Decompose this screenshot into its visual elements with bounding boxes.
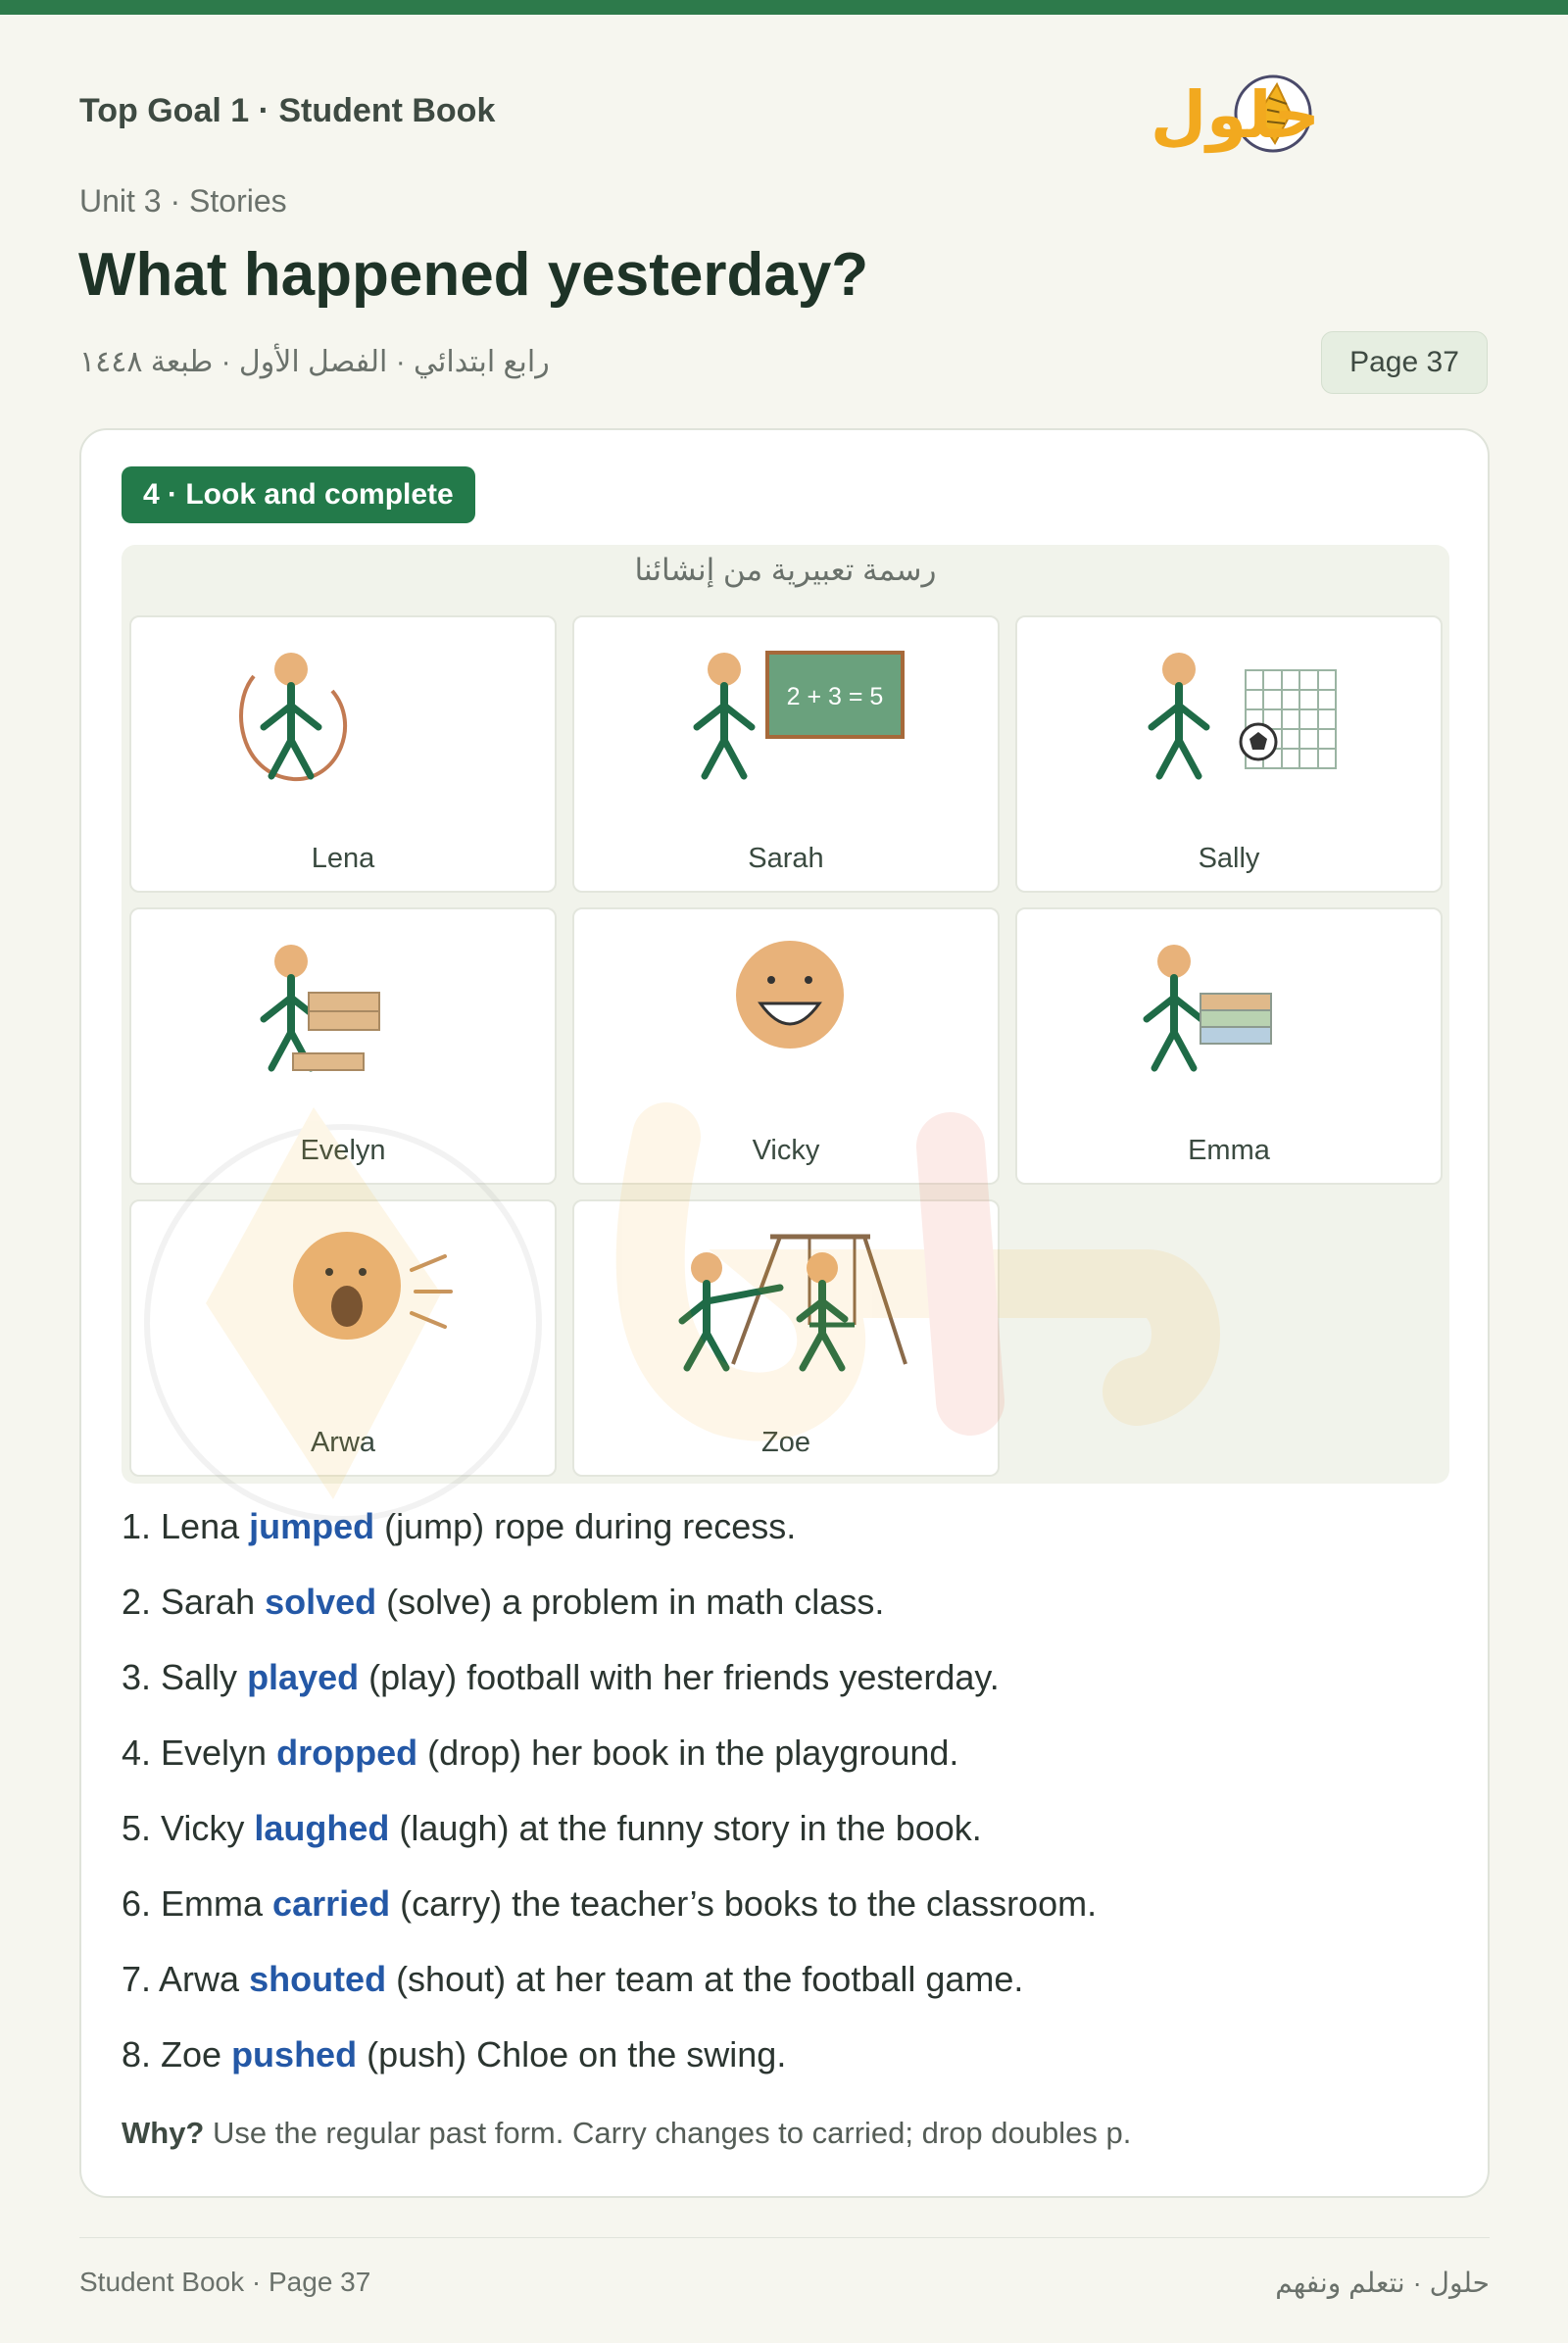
tile-name: Sally: [1198, 843, 1260, 874]
tile-name: Emma: [1188, 1135, 1270, 1166]
logo-text: حلول: [1150, 77, 1320, 153]
tile-sarah: [572, 615, 1000, 893]
footer-brand: حلول · نتعلم ونفهم: [1275, 2268, 1490, 2298]
sentence-2: 2. Sarah solved (solve) a problem in math class.: [122, 1581, 885, 1622]
grade-meta: رابع ابتدائي · الفصل الأول · طبعة ١٤٤٨: [79, 346, 550, 378]
why-label: Why?: [122, 2116, 205, 2150]
answer-word: played: [247, 1656, 360, 1697]
sentence-1: 1. Lena jumped (jump) rope during recess.: [122, 1505, 797, 1546]
answer-word: dropped: [276, 1732, 418, 1773]
why-note: [122, 2116, 1131, 2151]
tile-name: Vicky: [752, 1135, 820, 1166]
sentence-6: 6. Emma carried (carry) the teacher’s books to the classroom.: [122, 1882, 1098, 1924]
tile-zoe: [572, 1199, 1000, 1477]
sentence-3: 3. Sally played (play) football with her friends yesterday.: [122, 1656, 1000, 1697]
answer-word: jumped: [249, 1505, 375, 1546]
footer-divider: [79, 2237, 1490, 2238]
illustration-panel: [122, 545, 1449, 1484]
answer-word: pushed: [231, 2033, 358, 2075]
sentence-7: 7. Arwa shouted (shout) at her team at the football game.: [122, 1958, 1024, 1999]
tile-emma: [1015, 907, 1443, 1185]
sentence-5: 5. Vicky laughed (laugh) at the funny story in the book.: [122, 1807, 982, 1848]
tile-name: Lena: [311, 843, 375, 874]
tile-vicky: [572, 907, 1000, 1185]
lesson-title: What happened yesterday?: [78, 241, 869, 309]
tile-name: Zoe: [761, 1427, 810, 1458]
answer-word: carried: [272, 1882, 391, 1924]
tile-name: Arwa: [310, 1427, 376, 1458]
tile-evelyn: [129, 907, 557, 1185]
answer-word: shouted: [249, 1958, 387, 1999]
footer-page-label: Student Book · Page 37: [79, 2267, 371, 2297]
sentence-list: [122, 1489, 1454, 2092]
tile-name: Sarah: [748, 843, 824, 874]
answer-word: laughed: [254, 1807, 390, 1848]
illustration-caption: رسمة تعبيرية من إنشائنا: [634, 553, 937, 587]
tile-lena: [129, 615, 557, 893]
exercise-label: 4 · Look and complete: [122, 466, 475, 523]
why-text: Use the regular past form. Carry changes to carried; drop doubles p.: [204, 2116, 1132, 2150]
answer-word: solved: [265, 1581, 377, 1622]
unit-label: Unit 3 · Stories: [79, 183, 287, 219]
top-accent-bar: [0, 0, 1568, 15]
exercise-card: [79, 428, 1490, 2198]
hulul-logo-icon: [1150, 59, 1480, 167]
tile-sally: [1015, 615, 1443, 893]
page-badge: Page 37: [1321, 331, 1488, 394]
board-text: 2 + 3 = 5: [786, 683, 884, 710]
sentence-4: 4. Evelyn dropped (drop) her book in the playground.: [122, 1732, 959, 1773]
tile-name: Evelyn: [300, 1135, 386, 1166]
tile-arwa: [129, 1199, 557, 1477]
sentence-8: 8. Zoe pushed (push) Chloe on the swing.: [122, 2033, 787, 2075]
book-title: Top Goal 1 · Student Book: [79, 92, 496, 129]
